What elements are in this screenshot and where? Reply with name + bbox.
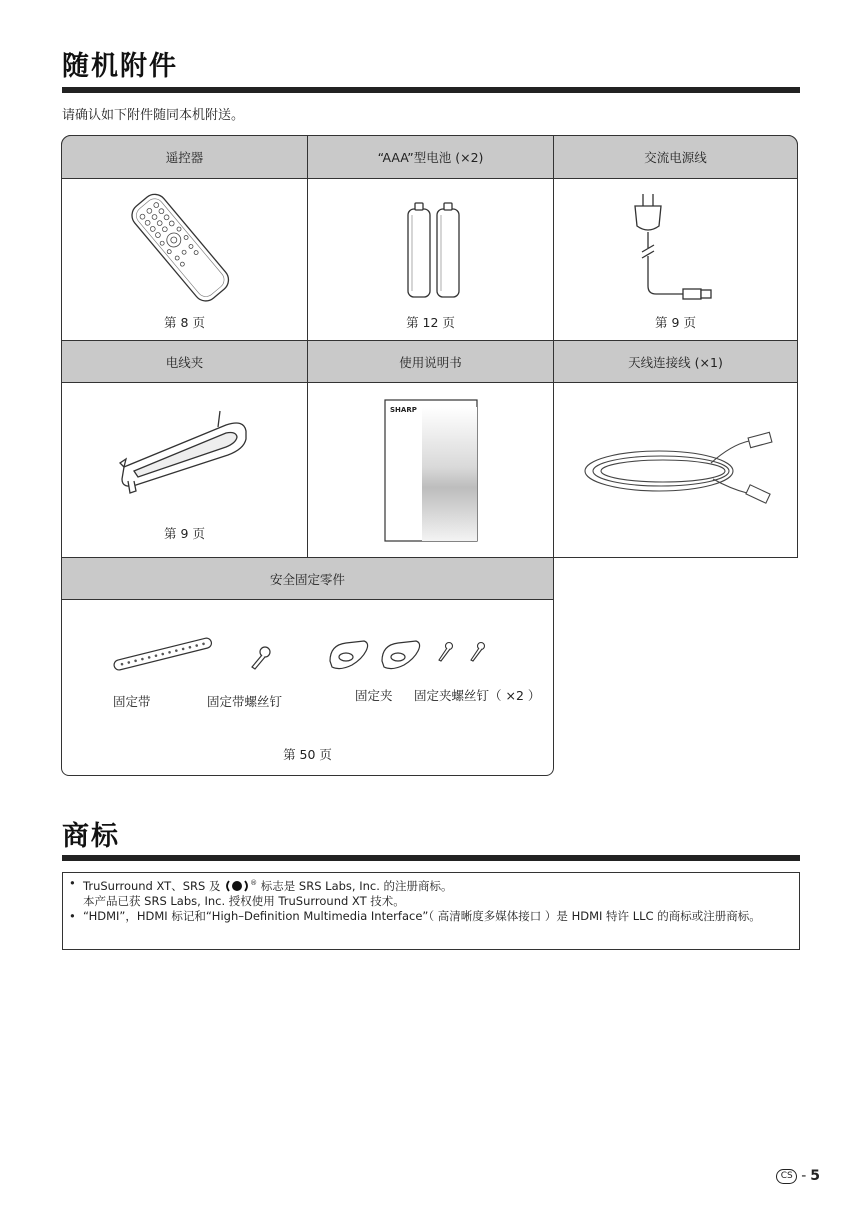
strap-screw-icon [248,645,272,671]
manual-brand: SHARP [390,406,417,414]
accessories-table [61,135,798,776]
trademark-box [62,872,800,950]
bullet: • [69,908,76,923]
aaa-batteries-icon [406,201,461,299]
header-antenna-cable: 天线连接线 (×1) [553,340,798,383]
page-number [776,1168,820,1184]
section-title-trademarks: 商标 [62,821,120,852]
section-title-accessories: 随机附件 [62,51,178,82]
section-rule [62,87,800,93]
header-safety-parts: 安全固定零件 [61,557,554,600]
page-ref-cable-clamp: 第 9 页 [164,526,205,541]
header-remote: 遥控器 [61,135,308,179]
securing-clamp-icon [326,635,424,677]
antenna-cable-icon [581,423,786,513]
caption-clamp: 固定夹 [355,688,393,703]
trademark-item-hdmi [69,909,793,924]
page-ref-remote: 第 8 页 [164,315,205,330]
language-badge: CS [776,1169,797,1184]
ac-power-cord-icon [631,190,721,308]
caption-strap: 固定带 [113,694,151,709]
trademark-srs-text-b: 标志是 SRS Labs, Inc. 的注册商标。 [260,878,453,893]
page-ref-power-cord: 第 9 页 [655,315,696,330]
operation-manual-icon [384,399,480,543]
header-cable-clamp: 电线夹 [61,340,308,383]
trademark-srs-text-a: TruSurround XT、SRS 及 [83,878,221,893]
caption-clamp-screw: 固定夹螺丝钉（ ×2 ） [414,688,541,703]
bullet: • [69,876,76,890]
clamp-screw-icon [436,640,488,668]
page-number-value: 5 [810,1168,820,1184]
header-batteries: “AAA”型电池 (×2) [307,135,554,179]
remote-control-icon [116,185,246,310]
trademark-srs-text-c: 本产品已获 SRS Labs, Inc. 授权使用 TruSurround XT 技术。 [83,893,405,908]
srs-logo-icon [224,880,250,892]
page-ref-batteries: 第 12 页 [406,315,455,330]
header-manual: 使用说明书 [307,340,554,383]
intro-text: 请确认如下附件随同本机附送。 [62,108,245,123]
registered-mark: ® [250,879,258,887]
caption-strap-screw: 固定带螺丝钉 [207,694,283,709]
section-rule-trademarks [62,855,800,861]
header-power-cord: 交流电源线 [553,135,798,179]
trademark-hdmi-text: “HDMI”，HDMI 标记和“High–Definition Multimedia Interface”（ 高清晰度多媒体接口 ）是 HDMI 特许 LLC 的商标或注册商标。 [83,908,761,923]
trademark-item-srs [69,876,793,909]
cable-clamp-icon [116,405,251,497]
securing-strap-icon [111,633,215,677]
page-ref-safety-parts: 第 50 页 [283,747,332,762]
page-number-separator: - [801,1168,807,1184]
